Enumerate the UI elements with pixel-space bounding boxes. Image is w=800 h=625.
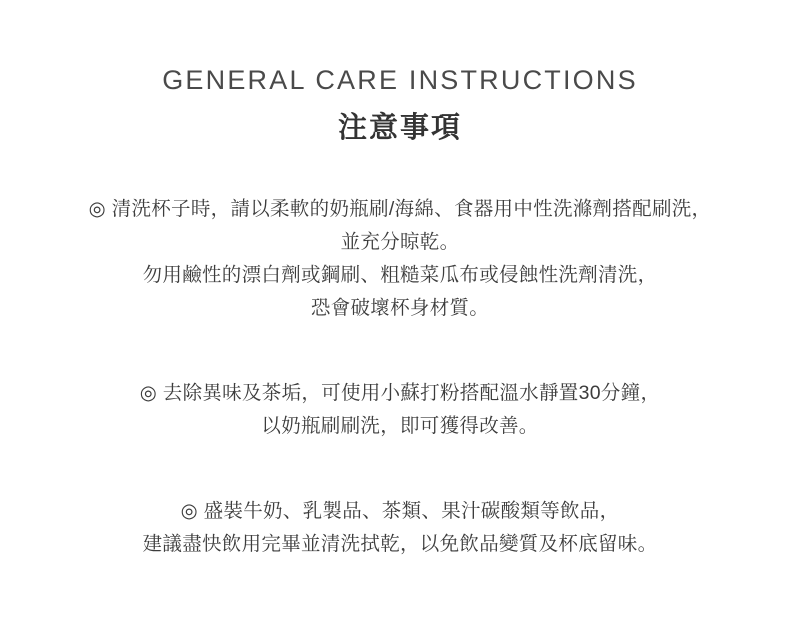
instructions-body — [20, 145, 780, 561]
instruction-line: ◎ 盛裝牛奶、乳製品、茶類、果汁碳酸類等飲品， — [180, 499, 620, 522]
page-title-chinese: 注意事項 — [337, 111, 462, 144]
instruction-line: ◎ 清洗杯子時，請以柔軟的奶瓶刷/海綿、食器用中性洗滌劑搭配刷洗， — [88, 197, 712, 220]
instruction-line: 恐會破壞杯身材質。 — [310, 296, 490, 319]
instruction-line: 勿用鹼性的漂白劑或鋼刷、粗糙菜瓜布或侵蝕性洗劑清洗， — [142, 263, 658, 286]
instruction-line: 建議盡快飲用完畢並清洗拭乾，以免飲品變質及杯底留味。 — [142, 532, 658, 555]
instruction-line: ◎ 去除異味及茶垢，可使用小蘇打粉搭配溫水靜置30分鐘， — [139, 381, 661, 404]
instruction-paragraph-odor-removal — [20, 377, 780, 443]
instruction-line: 並充分晾乾。 — [340, 230, 460, 253]
instruction-paragraph-cleaning — [20, 193, 780, 325]
instruction-line: 以奶瓶刷刷洗，即可獲得改善。 — [261, 414, 539, 437]
page-title-english: GENERAL CARE INSTRUCTIONS — [162, 65, 638, 95]
instruction-paragraph-beverages — [20, 495, 780, 561]
